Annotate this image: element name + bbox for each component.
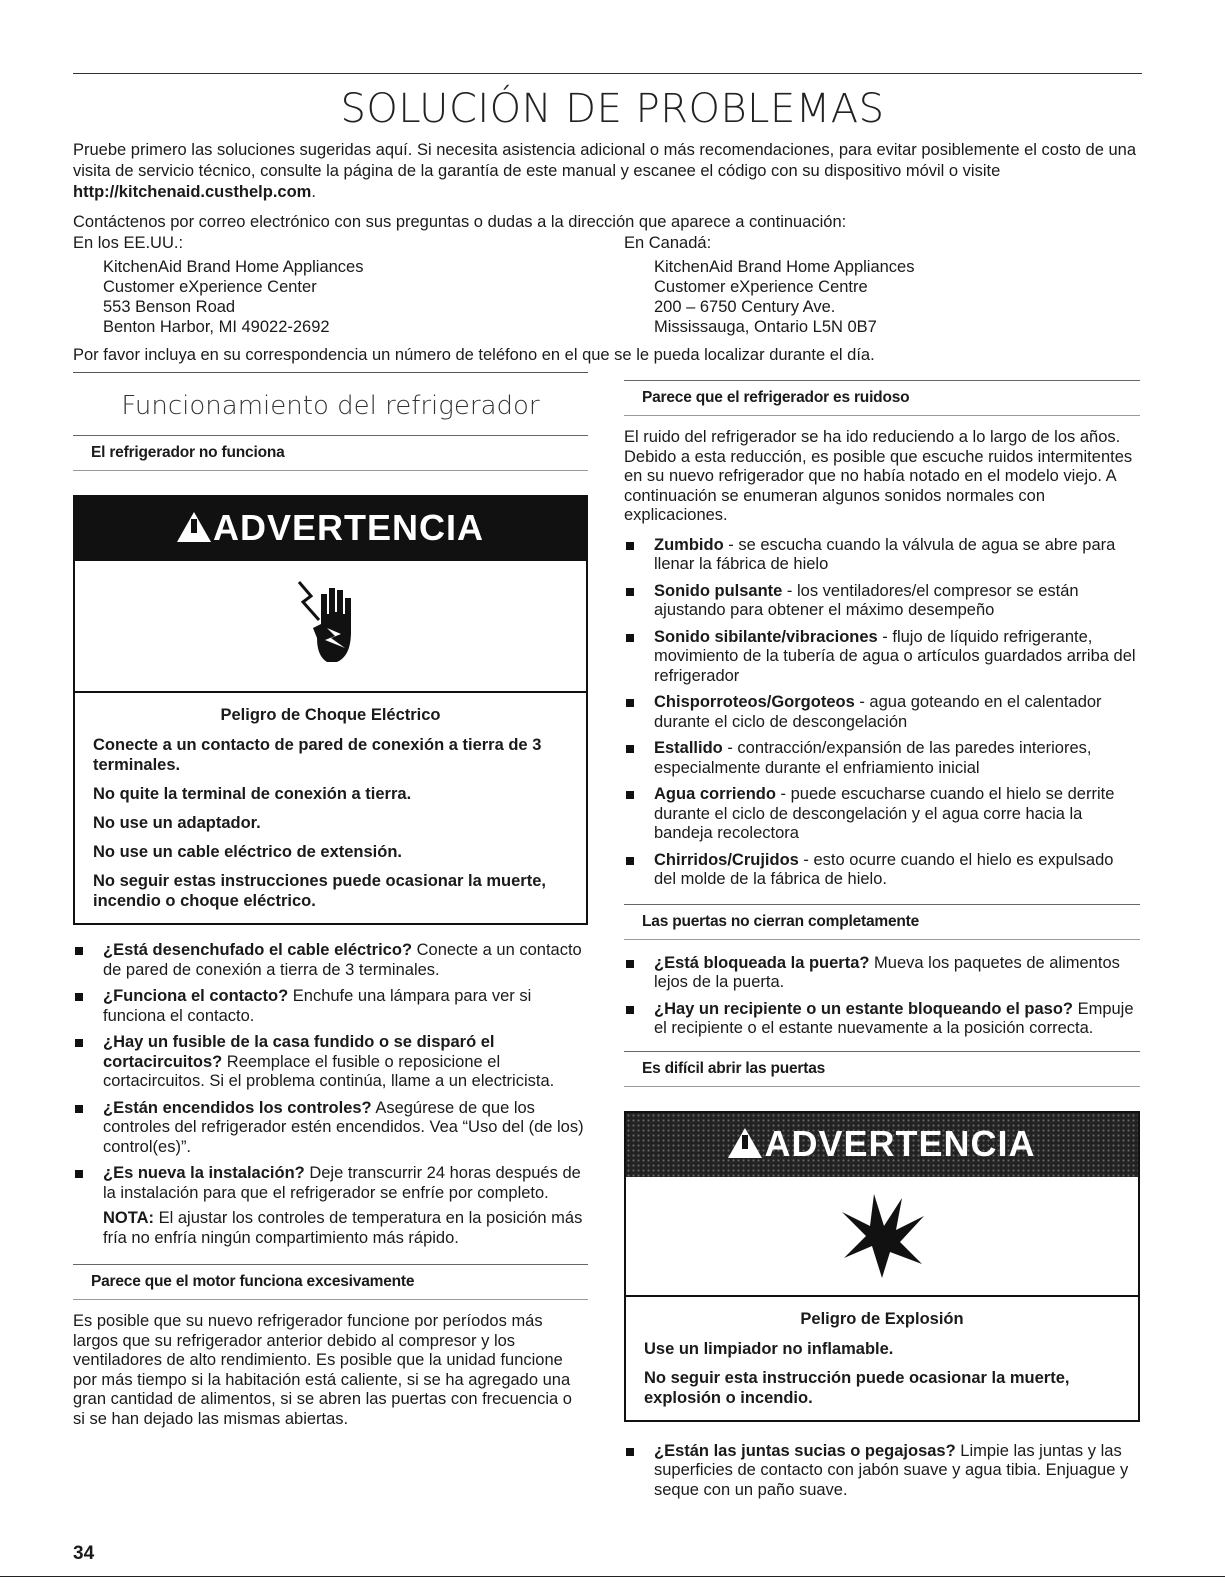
- warning-box-explosion: [624, 1111, 1140, 1422]
- hazard-title: Peligro de Choque Eléctrico: [220, 706, 441, 724]
- warning-header: ADVERTENCIA: [75, 497, 586, 561]
- seals-list: [624, 1442, 1140, 1501]
- warning-triangle-icon: [177, 512, 211, 542]
- intro: [73, 140, 1148, 242]
- explosion-icon: [626, 1177, 1138, 1297]
- intro-paragraph: Pruebe primero las soluciones sugeridas aquí. Si necesita asistencia adicional o más recomendaciones, para evitar posiblemente el costo de una visita de servicio técnico, consulte la página de la garantía de este manual y escanee el código con su dispositivo móvil o visite http://kitchenaid.custhelp.com.: [73, 141, 1137, 201]
- email-paragraph: Contáctenos por correo electrónico con sus preguntas o dudas a la dirección que aparece a continuación:: [73, 213, 847, 231]
- list-item: Agua corriendo - puede escucharse cuando el hielo se derrite durante el ciclo de descongelación y el agua corre hacia la bandeja recolectora: [624, 785, 1140, 844]
- list-item: ¿Están encendidos los controles? Asegúrese de que los controles del refrigerador estén encendidos. Vea “Uso del (de los) control(es)”.: [73, 1099, 588, 1158]
- list-item: Zumbido - se escucha cuando la válvula de agua se abre para llenar la fábrica de hielo: [624, 536, 1140, 575]
- address-us: En los EE.UU.: KitchenAid Brand Home Appliances Customer eXperience Center 553 Benson Road Benton Harbor, MI 49022-2692: [73, 234, 364, 336]
- list-item: Sonido sibilante/vibraciones - flujo de líquido refrigerante, movimiento de la tubería de agua o artículos guardados arriba del refrigerador: [624, 628, 1140, 687]
- hazard-title: Peligro de Explosión: [800, 1309, 964, 1328]
- left-column: [73, 372, 588, 1439]
- subheading-not-working: El refrigerador no funciona: [73, 435, 588, 471]
- list-item: ¿Está desenchufado el cable eléctrico? Conecte a un contacto de pared de conexión a tierra de 3 terminales.: [73, 941, 588, 980]
- sounds-list: [624, 536, 1140, 890]
- warning-box-electric: [73, 495, 588, 925]
- electric-shock-icon: [75, 561, 586, 693]
- page-title: SOLUCIÓN DE PROBLEMAS: [340, 86, 885, 132]
- list-item: ¿Están las juntas sucias o pegajosas? Limpie las juntas y las superficies de contacto con jabón suave y agua tibia. Enjuague y seque con un paño suave.: [624, 1442, 1140, 1501]
- list-item: ¿Está bloqueada la puerta? Mueva los paquetes de alimentos lejos de la puerta.: [624, 954, 1140, 993]
- list-item: Sonido pulsante - los ventiladores/el compresor se están ajustando para obtener el máximo desempeño: [624, 582, 1140, 621]
- top-rule: [73, 73, 1142, 74]
- not-working-list: [73, 941, 588, 1248]
- section-title: Funcionamiento del refrigerador: [121, 391, 540, 421]
- subheading-doors-close: Las puertas no cierran completamente: [624, 904, 1140, 940]
- list-item: ¿Es nueva la instalación? Deje transcurrir 24 horas después de la instalación para que el refrigerador se enfríe por completo. NOTA: El ajustar los controles de temperatura en la posición más fría no enfría ningún compartimiento más rápido.: [73, 1164, 588, 1248]
- warning-body: Peligro de Choque Eléctrico Conecte a un contacto de pared de conexión a tierra de 3 terminales. No quite la terminal de conexión a tierra. No use un adaptador. No use un cable eléctrico de extensión. No seguir estas instrucciones puede ocasionar la muerte, incendio o choque eléctrico.: [75, 693, 586, 923]
- warning-triangle-icon: [728, 1128, 762, 1158]
- bottom-rule: [0, 1576, 1225, 1577]
- note: NOTA: El ajustar los controles de temperatura en la posición más fría no enfría ningún compartimiento más rápido.: [103, 1209, 583, 1247]
- list-item: Estallido - contracción/expansión de las paredes interiores, especialmente durante el enfriamiento inicial: [624, 739, 1140, 778]
- page-number: 34: [73, 1543, 95, 1564]
- noise-paragraph: El ruido del refrigerador se ha ido reduciendo a lo largo de los años. Debido a esta reducción, es posible que escuche ruidos intermitentes en su nuevo refrigerador que no había notado en el modelo viejo. A continuación se enumeran algunos sonidos normales con explicaciones.: [624, 428, 1133, 524]
- subheading-doors-hard: Es difícil abrir las puertas: [624, 1051, 1140, 1087]
- list-item: Chirridos/Crujidos - esto ocurre cuando el hielo es expulsado del molde de la fábrica de hielo.: [624, 851, 1140, 890]
- warning-header: ADVERTENCIA: [626, 1113, 1138, 1177]
- contact-note: Por favor incluya en su correspondencia un número de teléfono en el que se le pueda localizar durante el día.: [73, 346, 875, 364]
- subheading-noisy: Parece que el refrigerador es ruidoso: [624, 380, 1140, 416]
- support-link[interactable]: http://kitchenaid.custhelp.com: [73, 183, 312, 201]
- motor-paragraph: Es posible que su nuevo refrigerador funcione por períodos más largos que su refrigerador anterior debido al compresor y los ventiladores de alto rendimiento. Es posible que la unidad funcione por más tiempo si la habitación está caliente, si se ha agregado una gran cantidad de alimentos, si se abren las puertas con frecuencia o si se han dejado las mismas abiertas.: [73, 1312, 572, 1428]
- list-item: ¿Funciona el contacto? Enchufe una lámpara para ver si funciona el contacto.: [73, 987, 588, 1026]
- right-column: [624, 372, 1140, 1507]
- warning-body: Peligro de Explosión Use un limpiador no inflamable. No seguir esta instrucción puede ocasionar la muerte, explosión o incendio.: [626, 1297, 1138, 1420]
- address-canada: En Canadá: KitchenAid Brand Home Appliances Customer eXperience Centre 200 – 6750 Century Ave. Mississauga, Ontario L5N 0B7: [624, 234, 915, 336]
- subheading-motor: Parece que el motor funciona excesivamente: [73, 1264, 588, 1300]
- list-item: ¿Hay un recipiente o un estante bloqueando el paso? Empuje el recipiente o el estante nuevamente a la posición correcta.: [624, 1000, 1140, 1039]
- doors-list: [624, 954, 1140, 1039]
- list-item: Chisporroteos/Gorgoteos - agua goteando en el calentador durante el ciclo de descongelación: [624, 693, 1140, 732]
- list-item: ¿Hay un fusible de la casa fundido o se disparó el cortacircuitos? Reemplace el fusible o reposicione el cortacircuitos. Si el problema continúa, llame a un electricista.: [73, 1033, 588, 1092]
